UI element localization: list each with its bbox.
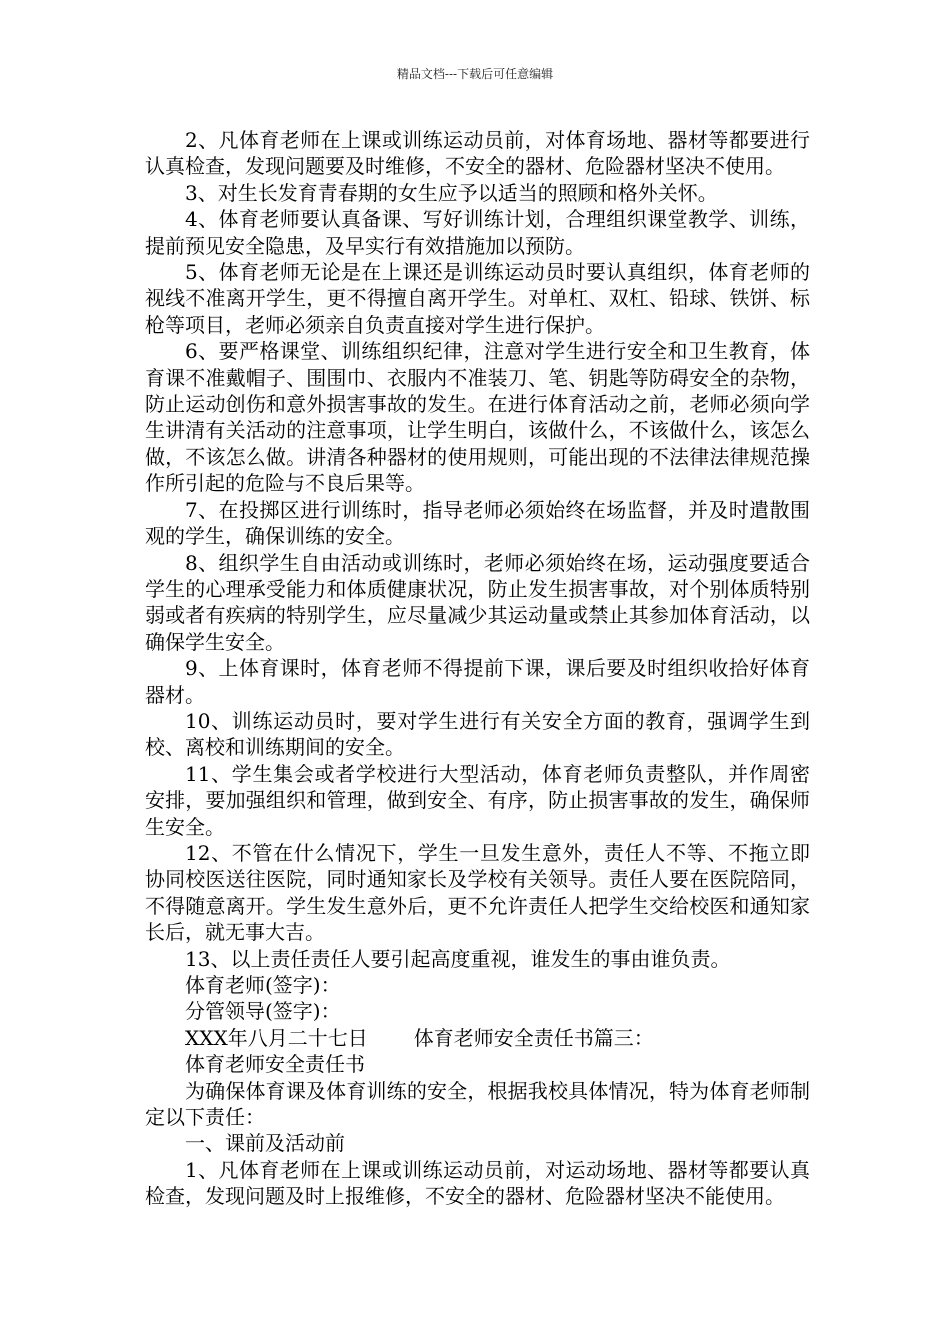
paragraph-item-8: 8、组织学生自由活动或训练时，老师必须始终在场，运动强度要适合学生的心理承受能力和体质健康状况，防止发生损害事故，对个别体质特别弱或者有疾病的特别学生，应尽量减少其运动量或禁止其参加体育活动，以确保学生安全。 (145, 550, 810, 654)
leader-signature-line: 分管领导(签字)： (185, 999, 341, 1024)
paragraph-item-13: 13、以上责任责任人要引起高度重视，谁发生的事由谁负责。 (185, 946, 731, 971)
paragraph-item-2: 2、凡体育老师在上课或训练运动员前，对体育场地、器材等都要进行认真检查，发现问题要及时维修，不安全的器材、危险器材坚决不使用。 (145, 128, 810, 179)
paragraph-item-6: 6、要严格课堂、训练组织纪律，注意对学生进行安全和卫生教育，体育课不准戴帽子、围围巾、衣服内不准装刀、笔、钥匙等防碍安全的杂物，防止运动创伤和意外损害事故的发生。在进行体育活动之前，老师必须向学生讲清有关活动的注意事项，让学生明白，该做什么，不该做什么，该怎么做，不该怎么做。讲清各种器材的使用规则，可能出现的不法律法律规范操作所引起的危险与不良后果等。 (145, 339, 810, 496)
document-body (145, 127, 810, 1210)
section-heading: 一、课前及活动前 (185, 1131, 345, 1156)
paragraph-item-1: 1、凡体育老师在上课或训练运动员前，对运动场地、器材等都要认真检查，发现问题及时上报维修，不安全的器材、危险器材坚决不能使用。 (145, 1157, 810, 1209)
paragraph-item-5: 5、体育老师无论是在上课还是训练运动员时要认真组织，体育老师的视线不准离开学生，更不得擅自离开学生。对单杠、双杠、铅球、铁饼、标枪等项目，老师必须亲自负责直接对学生进行保护。 (145, 260, 810, 337)
paragraph-item-9: 9、上体育课时，体育老师不得提前下课，课后要及时组织收拾好体育器材。 (145, 656, 810, 707)
page-header: 精品文档---下载后可任意编辑 (396, 67, 554, 81)
paragraph-item-7: 7、在投掷区进行训练时，指导老师必须始终在场监督，并及时遣散围观的学生，确保训练的安全。 (145, 497, 810, 549)
paragraph-item-3: 3、对生长发育青春期的女生应予以适当的照顾和格外关怀。 (185, 180, 718, 205)
document-title: 体育老师安全责任书 (185, 1052, 365, 1077)
paragraph-item-11: 11、学生集会或者学校进行大型活动，体育老师负责整队，并作周密安排，要加强组织和管理，做到安全、有序，防止损害事故的发生，确保师生安全。 (145, 761, 810, 839)
date-line (145, 1025, 810, 1051)
paragraph-item-4: 4、体育老师要认真备课、写好训练计划，合理组织课堂教学、训练，提前预见安全隐患，及早实行有效措施加以预防。 (145, 207, 810, 258)
paragraph-item-12: 12、不管在什么情况下，学生一旦发生意外，责任人不等、不拖立即协同校医送往医院，同时通知家长及学校有关领导。责任人要在医院陪同，不得随意离开。学生发生意外后，更不允许责任人把学生交给校医和通知家长后，就无事大吉。 (145, 840, 810, 945)
paragraph-item-10: 10、训练运动员时，要对学生进行有关安全方面的教育，强调学生到校、离校和训练期间的安全。 (145, 708, 810, 760)
teacher-signature-line: 体育老师(签字)： (185, 973, 341, 997)
intro-paragraph: 为确保体育课及体育训练的安全，根据我校具体情况，特为体育老师制定以下责任： (145, 1078, 810, 1130)
section-title: 体育老师安全责任书篇三： (413, 1025, 654, 1050)
date-text: XXX年八月二十七日 (185, 1025, 368, 1050)
